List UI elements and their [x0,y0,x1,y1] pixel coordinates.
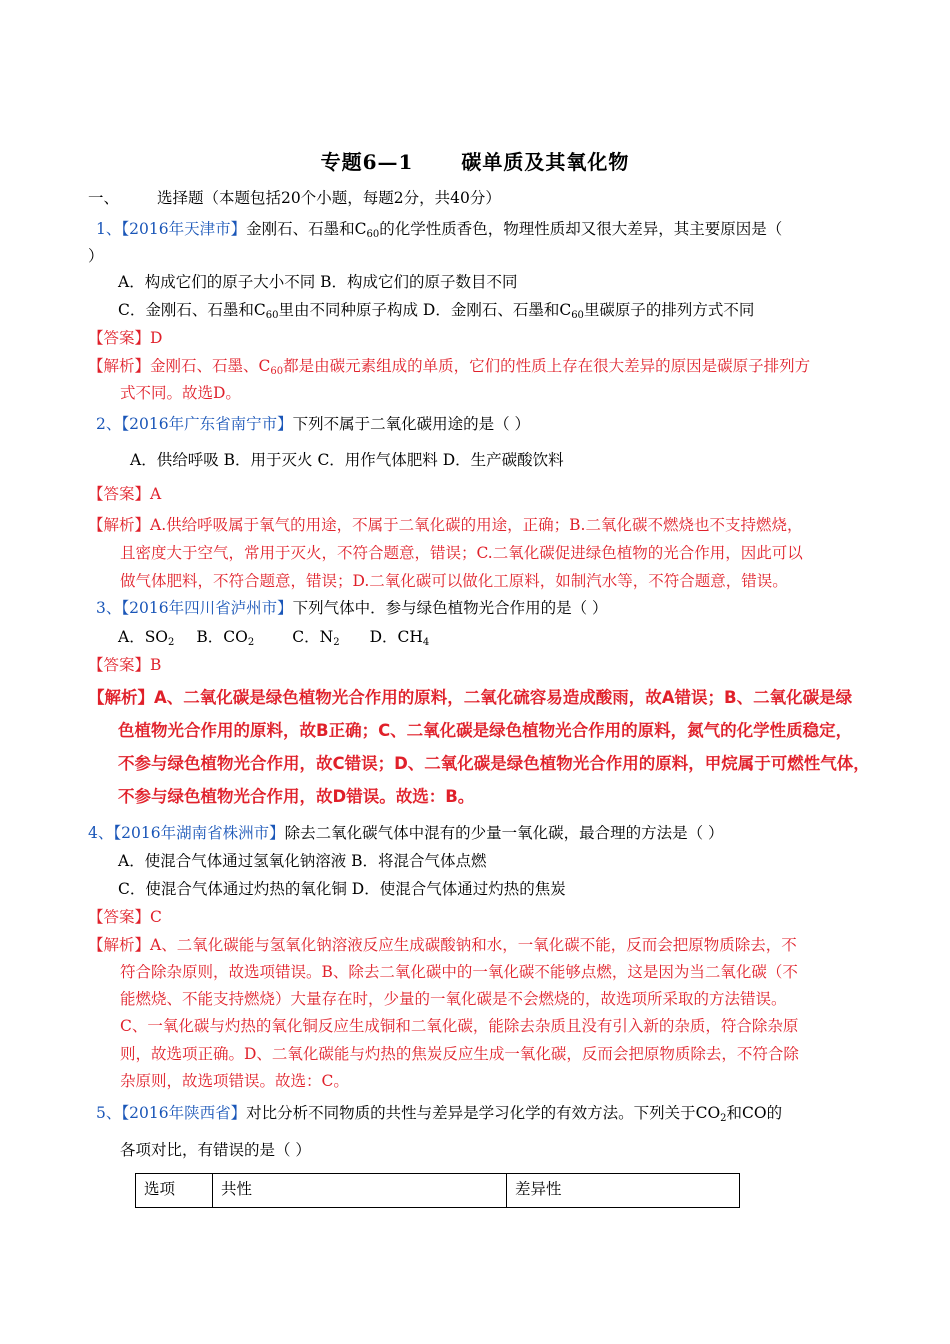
q1-stem-continuation: ） [88,247,104,265]
q4-stem [88,823,724,843]
q3-option-c: C．N [292,628,334,646]
q4-options-cd: C．使混合气体通过灼热的氧化铜 D．使混合气体通过灼热的焦炭 [118,880,566,898]
title-topic-number: 专题6—1 [320,150,414,174]
q3-source: 【2016年四川省泸州市】 [121,599,293,617]
q3-analysis-line-1: 【解析】A、二氧化碳是绿色植物光合作用的原料，二氧化硫容易造成酸雨，故A错误；B、二氧化碳是绿 [88,688,853,707]
q4-analysis-line-5: 则，故选项正确。D、二氧化碳能与灼热的焦炭反应生成一氧化碳，反而会把原物质除去，不符合除 [120,1045,799,1063]
q3-analysis-line-2: 色植物光合作用的原料，故B正确；C、二氧化碳是绿色植物光合作用的原料，氮气的化学性质稳定， [118,721,853,740]
q2-source: 【2016年广东省南宁市】 [121,415,293,433]
q3-option-a: A．SO [118,628,169,646]
table-header-difference: 差异性 [515,1180,562,1198]
q3-option-d-subscript: 4 [422,637,430,648]
q1-analysis-subscript: 60 [270,366,284,377]
q4-answer: 【答案】C [88,908,162,926]
section-number: 一、 [88,189,120,207]
q3-analysis-line-3: 不参与绿色植物光合作用，故C错误；D、二氧化碳是绿色植物光合作用的原料，甲烷属于可燃性气体， [118,754,870,773]
q3-stem-text: 下列气体中．参与绿色植物光合作用的是（ ） [292,599,608,617]
q5-stem-text-b: 和CO的 [726,1104,783,1122]
q1-answer: 【答案】D [88,329,163,347]
title-topic-name: 碳单质及其氧化物 [461,150,630,174]
q5-stem [96,1103,782,1123]
q5-stem-continuation: 各项对比，有错误的是（ ） [120,1141,311,1159]
q2-options: A．供给呼吸 B．用于灭火 C．用作气体肥料 D．生产碳酸饮料 [130,451,564,469]
q4-analysis-line-2: 符合除杂原则，故选项错误。B、除去二氧化碳中的一氧化碳不能够点燃，这是因为当二氧化碳（不 [120,963,798,981]
q3-option-c-subscript: 2 [333,637,340,648]
page-title [0,146,950,175]
q4-analysis-line-6: 杂原则，故选项错误。故选：C。 [120,1072,349,1090]
q2-stem [96,414,530,434]
q1-analysis-a: 【解析】金刚石、石墨、C [88,357,271,375]
q1-analysis [88,356,810,376]
q4-stem-text: 除去二氧化碳气体中混有的少量一氧化碳，最合理的方法是（ ） [284,824,724,842]
q1-source: 【2016年天津市】 [121,220,247,238]
q3-options [118,627,429,647]
q2-analysis-line-2: 且密度大于空气，常用于灭火，不符合题意，错误；C.二氧化碳促进绿色植物的光合作用，因此可以 [120,544,803,562]
q5-stem-subscript: 2 [720,1113,727,1124]
q1-stem-text-b: 的化学性质香色，物理性质却又很大差异，其主要原因是（ [379,220,783,238]
q1-option-d-subscript: 60 [571,310,584,321]
q3-analysis-line-4: 不参与绿色植物光合作用，故D错误。故选：B。 [118,787,475,806]
section-text: 选择题（本题包括20个小题，每题2分，共40分） [157,189,501,207]
q3-option-a-subscript: 2 [168,637,175,648]
q2-analysis-line-3: 做气体肥料，不符合题意，错误；D.二氧化碳可以做化工原料，如制汽水等，不符合题意，错误。 [120,572,788,590]
q4-analysis-line-1: 【解析】A、二氧化碳能与氢氧化钠溶液反应生成碳酸钠和水，一氧化碳不能，反而会把原物质除去，不 [88,936,797,954]
q1-stem [96,219,782,239]
q1-options-ab: A．构成它们的原子大小不同 B．构成它们的原子数目不同 [118,273,518,291]
q1-analysis-continuation: 式不同。故选D。 [120,384,241,402]
table-header-option: 选项 [136,1174,213,1207]
q4-analysis-line-3: 能燃烧、不能支持燃烧）大量存在时，少量的一氧化碳是不会燃烧的，故选项所采取的方法错误。 [120,990,787,1008]
q1-option-c-subscript: 60 [265,310,279,321]
q1-stem-text-a: 金刚石、石墨和C [246,220,367,238]
q4-analysis-line-4: C、一氧化碳与灼热的氧化铜反应生成铜和二氧化碳，能除去杂质且没有引入新的杂质，符合除杂原 [120,1017,799,1035]
q3-answer: 【答案】B [88,656,162,674]
q5-number: 5、 [96,1104,122,1122]
table-header-commonality: 共性 [213,1174,507,1207]
q5-stem-text-a: 对比分析不同物质的共性与差异是学习化学的有效方法。下列关于CO [246,1104,721,1122]
q1-stem-subscript: 60 [366,229,380,240]
q5-comparison-table [135,1173,740,1208]
q1-option-c-b: 里由不同种原子构成 D．金刚石、石墨和C [278,301,572,319]
q1-options-cd [118,300,754,320]
q1-option-d-b: 里碳原子的排列方式不同 [583,301,755,319]
q3-stem [96,598,608,618]
q4-number: 4、 [88,824,114,842]
q5-source: 【2016年陕西省】 [121,1104,247,1122]
q3-number: 3、 [96,599,122,617]
q4-options-ab: A．使混合气体通过氢氧化钠溶液 B．将混合气体点燃 [118,852,487,870]
q1-option-c-a: C．金刚石、石墨和C [118,301,266,319]
q3-option-b-subscript: 2 [247,637,255,648]
section-heading [88,188,501,208]
q2-number: 2、 [96,415,122,433]
q1-number: 1、 [96,220,122,238]
q2-analysis-line-1: 【解析】A.供给呼吸属于氧气的用途，不属于二氧化碳的用途，正确；B.二氧化碳不燃烧也不支持燃烧， [88,516,803,534]
q2-answer: 【答案】A [88,485,162,503]
q3-option-d: D．CH [369,628,423,646]
q2-stem-text: 下列不属于二氧化碳用途的是（ ） [292,415,531,433]
q3-option-b: B．CO [196,628,248,646]
q4-source: 【2016年湖南省株洲市】 [113,824,285,842]
q1-analysis-b: 都是由碳元素组成的单质，它们的性质上存在很大差异的原因是碳原子排列方 [283,357,811,375]
